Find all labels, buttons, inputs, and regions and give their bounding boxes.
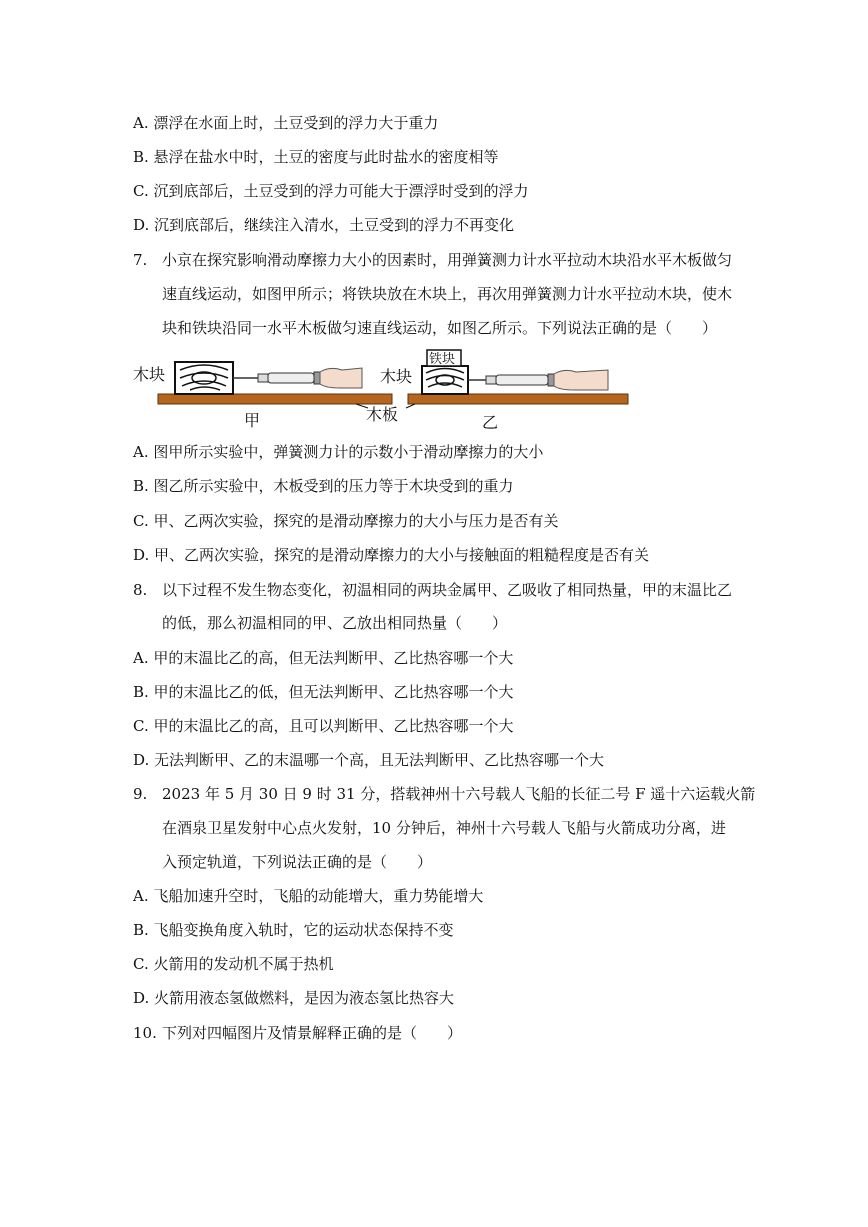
q6-option-a: A. 漂浮在水面上时，土豆受到的浮力大于重力 [133, 114, 439, 132]
q8-stem-line-2: 的低，那么初温相同的甲、乙放出相同热量（ ） [162, 614, 508, 632]
hand-icon-left [320, 368, 362, 388]
q7-option-c: C. 甲、乙两次实验，探究的是滑动摩擦力的大小与压力是否有关 [133, 512, 559, 530]
label-iron-block: 铁块 [429, 352, 456, 367]
q9-stem-line-3: 入预定轨道，下列说法正确的是（ ） [162, 853, 433, 871]
q7-number: 7. [133, 251, 148, 269]
q9-option-a: A. 飞船加速升空时，飞船的动能增大，重力势能增大 [133, 887, 484, 905]
q10-number: 10. [133, 1024, 157, 1042]
board-leader-right [406, 404, 415, 408]
hand-icon-right [554, 370, 608, 390]
wooden-block-right [422, 366, 468, 394]
label-wood-board: 木板 [366, 405, 399, 424]
q8-option-d: D. 无法判断甲、乙的末温哪一个高，且无法判断甲、乙比热容哪一个大 [133, 751, 605, 769]
q8-option-a: A. 甲的末温比乙的高，但无法判断甲、乙比热容哪一个大 [133, 649, 514, 667]
q9-option-c: C. 火箭用的发动机不属于热机 [133, 955, 334, 973]
friction-experiment-svg [130, 348, 630, 434]
q9-stem-line-2: 在酒泉卫星发射中心点火发射，10 分钟后，神州十六号载人飞船与火箭成功分离，进 [162, 819, 726, 837]
q9-option-d: D. 火箭用液态氢做燃料，是因为液态氢比热容大 [133, 989, 455, 1007]
q6-option-c: C. 沉到底部后，土豆受到的浮力可能大于漂浮时受到的浮力 [133, 182, 529, 200]
q8-option-c: C. 甲的末温比乙的高，且可以判断甲、乙比热容哪一个大 [133, 717, 514, 735]
q9-number: 9. [133, 785, 148, 803]
q7-option-b: B. 图乙所示实验中，木板受到的压力等于木块受到的重力 [133, 477, 514, 495]
q9-option-b: B. 飞船变换角度入轨时，它的运动状态保持不变 [133, 921, 454, 939]
q7-stem-line-2: 速直线运动，如图甲所示；将铁块放在木块上，再次用弹簧测力计水平拉动木块，使木 [162, 285, 733, 303]
wood-board-left [158, 394, 392, 404]
q10-stem: 下列对四幅图片及情景解释正确的是（ ） [162, 1024, 463, 1042]
q8-stem-line-1: 以下过程不发生物态变化，初温相同的两块金属甲、乙吸收了相同热量，甲的末温比乙 [162, 581, 733, 599]
friction-experiment-figure [130, 348, 630, 434]
label-figure-yi: 乙 [482, 413, 499, 432]
label-wood-block-left: 木块 [133, 365, 166, 384]
q7-option-d: D. 甲、乙两次实验，探究的是滑动摩擦力的大小与接触面的粗糙程度是否有关 [133, 546, 650, 564]
q6-option-b: B. 悬浮在盐水中时，土豆的密度与此时盐水的密度相等 [133, 148, 499, 166]
label-wood-block-right: 木块 [380, 367, 413, 386]
spring-scale-right [468, 374, 554, 386]
q9-stem-line-1: 2023 年 5 月 30 日 9 时 31 分，搭载神州十六号载人飞船的长征二号 F 遥十六运载火箭 [162, 785, 756, 803]
q7-option-a: A. 图甲所示实验中，弹簧测力计的示数小于滑动摩擦力的大小 [133, 443, 544, 461]
q7-stem-line-3: 块和铁块沿同一水平木板做匀速直线运动，如图乙所示。下列说法正确的是（ ） [162, 319, 718, 337]
wood-board-right [408, 394, 628, 404]
wooden-block-left [175, 362, 233, 394]
label-figure-jia: 甲 [244, 411, 261, 430]
q6-option-d: D. 沉到底部后，继续注入清水，土豆受到的浮力不再变化 [133, 216, 515, 234]
q8-number: 8. [133, 581, 148, 599]
q7-stem-line-1: 小京在探究影响滑动摩擦力大小的因素时，用弹簧测力计水平拉动木块沿水平木板做匀 [162, 251, 733, 269]
q8-option-b: B. 甲的末温比乙的低，但无法判断甲、乙比热容哪一个大 [133, 683, 514, 701]
spring-scale-left [233, 372, 320, 384]
